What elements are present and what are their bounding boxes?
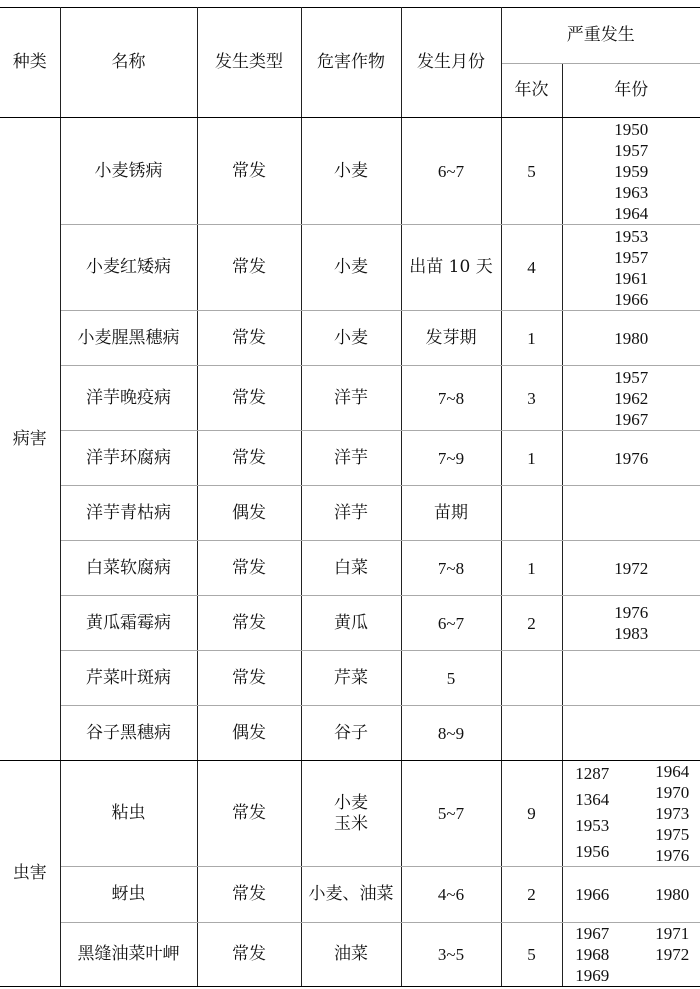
- row-times: [501, 651, 562, 706]
- row-crop: 小麦: [301, 311, 401, 366]
- year-value: 1364: [575, 790, 610, 809]
- year-value: 1980: [614, 328, 649, 348]
- row-type: 常发: [197, 118, 301, 225]
- row-crop: 洋芋: [301, 366, 401, 431]
- row-name: 小麦红矮病: [60, 225, 197, 311]
- year-value: 1967: [575, 924, 610, 943]
- row-name: 黄瓜霜霉病: [60, 596, 197, 651]
- row-years: [562, 366, 700, 431]
- row-years: [562, 118, 700, 225]
- row-name: 小麦腥黑穗病: [60, 311, 197, 366]
- year-value: 1287: [575, 764, 610, 783]
- row-type: 常发: [197, 541, 301, 596]
- year-value: 1976: [655, 846, 690, 865]
- row-times: [501, 486, 562, 541]
- crop-line: 小麦: [334, 792, 368, 813]
- row-type: 常发: [197, 596, 301, 651]
- row-month: 5~7: [401, 761, 501, 867]
- row-month: 苗期: [401, 486, 501, 541]
- year-value: 1973: [655, 804, 690, 823]
- year-value: 1964: [614, 203, 649, 223]
- year-value: 1956: [575, 842, 610, 861]
- year-value: 1972: [614, 558, 649, 578]
- row-times: 3: [501, 366, 562, 431]
- row-times: 1: [501, 541, 562, 596]
- row-crop: 芹菜: [301, 651, 401, 706]
- row-times: 2: [501, 596, 562, 651]
- row-month: 7~8: [401, 541, 501, 596]
- header-type: 发生类型: [197, 8, 301, 118]
- row-name: 洋芋晚疫病: [60, 366, 197, 431]
- row-month: 3~5: [401, 923, 501, 987]
- year-value: 1976: [614, 448, 649, 468]
- row-type: 偶发: [197, 706, 301, 761]
- year-value: 1950: [614, 119, 649, 139]
- row-name: 小麦锈病: [60, 118, 197, 225]
- category-insect: 虫害: [0, 761, 60, 987]
- row-month: 出苗 10 天: [401, 225, 501, 311]
- row-name: 白菜软腐病: [60, 541, 197, 596]
- year-value: 1966: [575, 885, 610, 904]
- row-times: 1: [501, 431, 562, 486]
- row-name: 洋芋青枯病: [60, 486, 197, 541]
- year-value: 1967: [614, 409, 649, 429]
- row-years: [562, 706, 700, 761]
- row-crop: [301, 761, 401, 867]
- row-years: [562, 761, 700, 867]
- row-years: [562, 867, 700, 923]
- row-type: 常发: [197, 761, 301, 867]
- row-type: 常发: [197, 923, 301, 987]
- year-value: 1980: [655, 885, 690, 904]
- row-times: 4: [501, 225, 562, 311]
- year-value: 1964: [655, 762, 690, 781]
- year-value: 1976: [614, 603, 649, 622]
- row-crop: 洋芋: [301, 431, 401, 486]
- row-name: 洋芋环腐病: [60, 431, 197, 486]
- year-value: 1975: [655, 825, 690, 844]
- header-name: 名称: [60, 8, 197, 118]
- year-value: 1953: [575, 816, 610, 835]
- row-month: 7~9: [401, 431, 501, 486]
- row-times: 9: [501, 761, 562, 867]
- row-crop: 洋芋: [301, 486, 401, 541]
- year-value: 1968: [575, 945, 610, 964]
- row-times: 1: [501, 311, 562, 366]
- row-type: 常发: [197, 225, 301, 311]
- year-value: 1953: [614, 226, 649, 246]
- row-years: [562, 596, 700, 651]
- year-value: 1961: [614, 268, 649, 288]
- row-type: 常发: [197, 366, 301, 431]
- year-value: 1970: [655, 783, 690, 802]
- row-years: [562, 486, 700, 541]
- header-times: 年次: [501, 64, 562, 118]
- row-times: [501, 706, 562, 761]
- year-value: 1959: [614, 161, 649, 181]
- row-month: 7~8: [401, 366, 501, 431]
- row-month: 6~7: [401, 596, 501, 651]
- row-times: 5: [501, 118, 562, 225]
- year-value: 1972: [655, 945, 690, 964]
- row-crop: 油菜: [301, 923, 401, 987]
- row-type: 偶发: [197, 486, 301, 541]
- row-years: [562, 923, 700, 987]
- year-value: 1957: [614, 140, 649, 160]
- header-category: 种类: [0, 8, 60, 118]
- row-years: [562, 225, 700, 311]
- row-type: 常发: [197, 867, 301, 923]
- year-value: 1962: [614, 388, 649, 408]
- year-value: 1983: [614, 624, 649, 643]
- pest-disease-table: [0, 7, 700, 987]
- row-crop: 小麦: [301, 118, 401, 225]
- header-crop: 危害作物: [301, 8, 401, 118]
- row-month: 5: [401, 651, 501, 706]
- header-month: 发生月份: [401, 8, 501, 118]
- year-value: 1969: [575, 966, 610, 985]
- row-times: 2: [501, 867, 562, 923]
- crop-line: 玉米: [334, 813, 368, 834]
- header-severe: 严重发生: [501, 8, 700, 64]
- row-crop: 黄瓜: [301, 596, 401, 651]
- year-value: 1963: [614, 182, 649, 202]
- year-value: 1971: [655, 924, 690, 943]
- row-years: [562, 311, 700, 366]
- row-years: [562, 651, 700, 706]
- header-years: 年份: [562, 64, 700, 118]
- row-month: 4~6: [401, 867, 501, 923]
- year-value: 1957: [614, 247, 649, 267]
- year-value: 1957: [614, 367, 649, 387]
- year-value: 1966: [614, 289, 649, 309]
- row-name: 蚜虫: [60, 867, 197, 923]
- row-month: 8~9: [401, 706, 501, 761]
- row-years: [562, 541, 700, 596]
- row-month: 6~7: [401, 118, 501, 225]
- row-month: 发芽期: [401, 311, 501, 366]
- row-crop: 小麦、油菜: [301, 867, 401, 923]
- row-crop: 谷子: [301, 706, 401, 761]
- row-name: 芹菜叶斑病: [60, 651, 197, 706]
- row-name: 黑缝油菜叶岬: [60, 923, 197, 987]
- category-disease: 病害: [0, 118, 60, 761]
- row-name: 粘虫: [60, 761, 197, 867]
- row-type: 常发: [197, 651, 301, 706]
- row-crop: 小麦: [301, 225, 401, 311]
- row-name: 谷子黑穗病: [60, 706, 197, 761]
- row-crop: 白菜: [301, 541, 401, 596]
- row-years: [562, 431, 700, 486]
- row-times: 5: [501, 923, 562, 987]
- row-type: 常发: [197, 431, 301, 486]
- row-type: 常发: [197, 311, 301, 366]
